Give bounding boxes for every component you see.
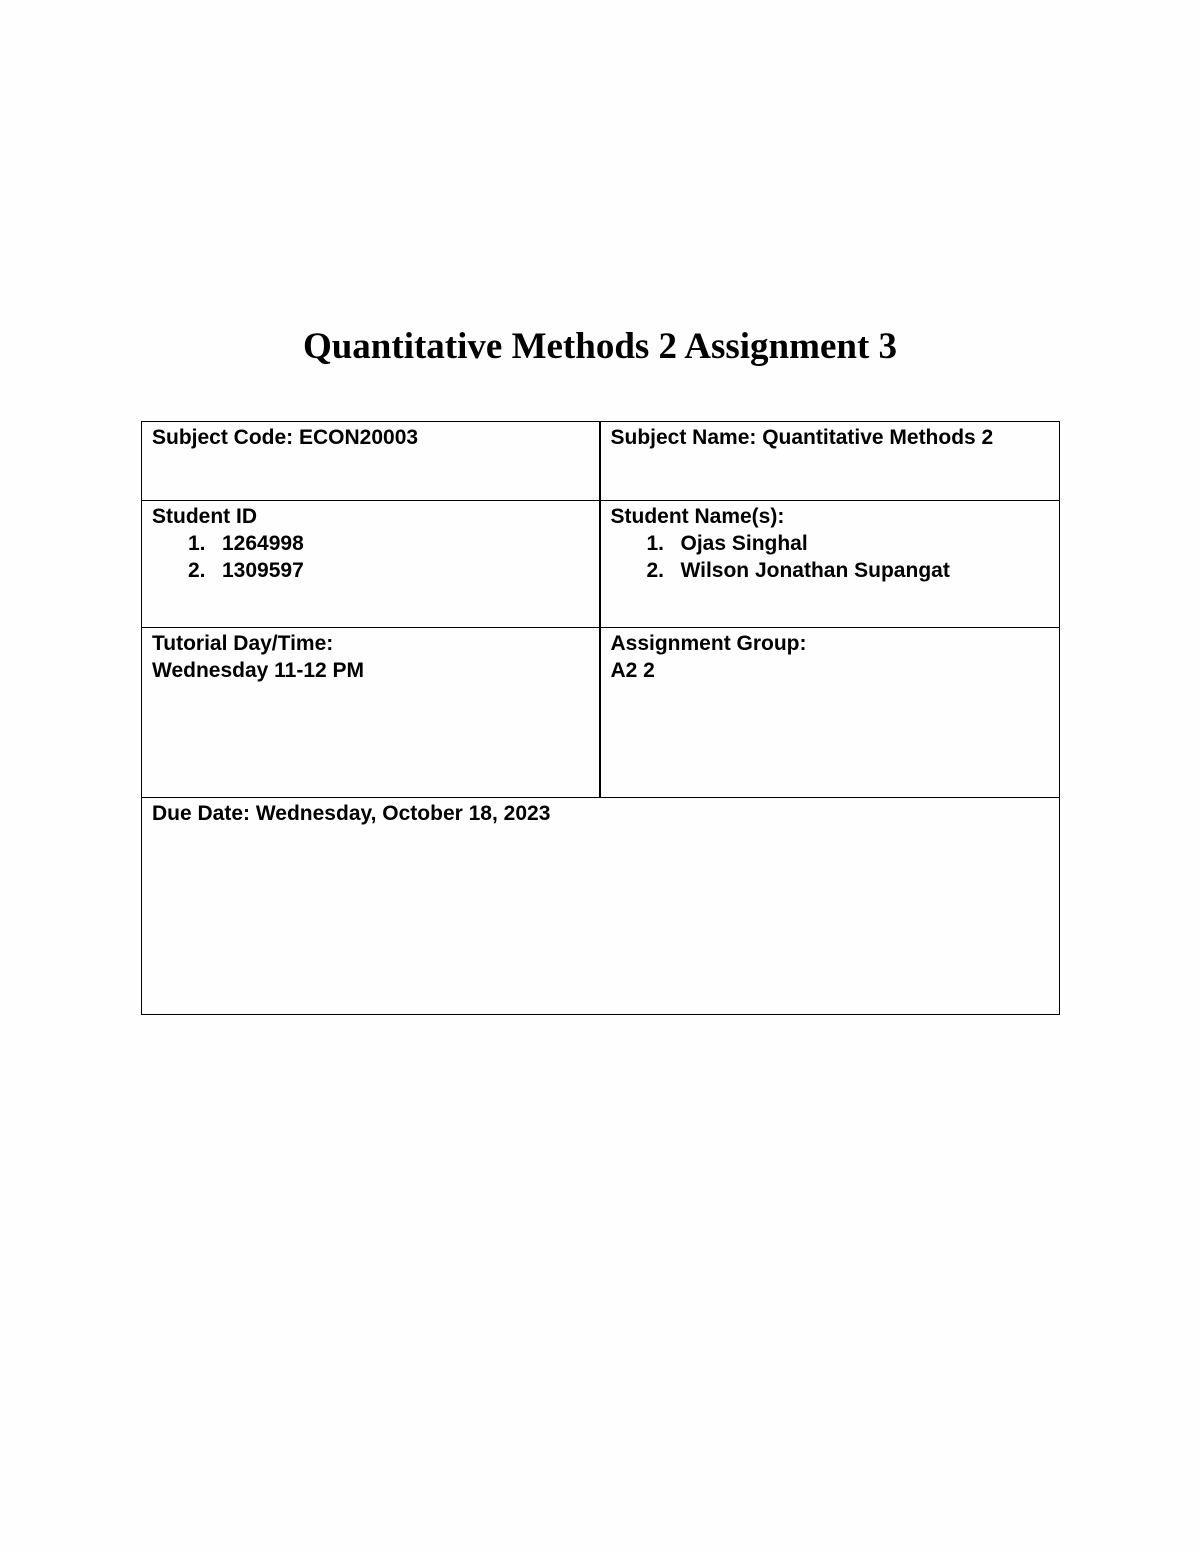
student-names-cell: [600, 501, 1060, 628]
tutorial-label: Tutorial Day/Time:: [152, 632, 334, 655]
subject-code-cell: [142, 422, 600, 501]
student-id-label: Student ID: [152, 505, 257, 528]
table-row: [142, 422, 1060, 501]
student-id-list: [152, 530, 589, 584]
student-name-value: Ojas Singhal: [680, 532, 808, 555]
cover-sheet-table: [141, 421, 1060, 1015]
tutorial-cell: [142, 628, 600, 798]
table-row: [142, 628, 1060, 798]
subject-name-cell: [600, 422, 1060, 501]
table-row: [142, 501, 1060, 628]
due-date-cell: [142, 798, 1060, 1015]
list-item: [152, 557, 589, 584]
student-name-value: Wilson Jonathan Supangat: [680, 559, 950, 582]
student-names-label: Student Name(s):: [610, 505, 785, 528]
assignment-group-label: Assignment Group:: [610, 632, 807, 655]
student-id-value: 1264998: [222, 532, 304, 555]
list-number: 2.: [646, 559, 665, 582]
list-number: 1.: [188, 532, 206, 555]
student-id-cell: [142, 501, 600, 628]
assignment-group-value: A2 2: [610, 659, 655, 682]
student-names-list: [611, 530, 1050, 584]
assignment-group-cell: [600, 628, 1060, 798]
subject-code: Subject Code: ECON20003: [152, 426, 419, 449]
list-number: 2.: [188, 559, 206, 582]
student-id-value: 1309597: [222, 559, 304, 582]
due-date: Due Date: Wednesday, October 18, 2023: [152, 802, 551, 825]
list-item: [611, 557, 1050, 584]
table-row: [142, 798, 1060, 1015]
tutorial-value: Wednesday 11-12 PM: [152, 659, 365, 682]
list-item: [611, 530, 1050, 557]
list-number: 1.: [646, 532, 665, 555]
list-item: [152, 530, 589, 557]
subject-name: Subject Name: Quantitative Methods 2: [610, 426, 994, 449]
document-title: Quantitative Methods 2 Assignment 3: [302, 326, 898, 367]
